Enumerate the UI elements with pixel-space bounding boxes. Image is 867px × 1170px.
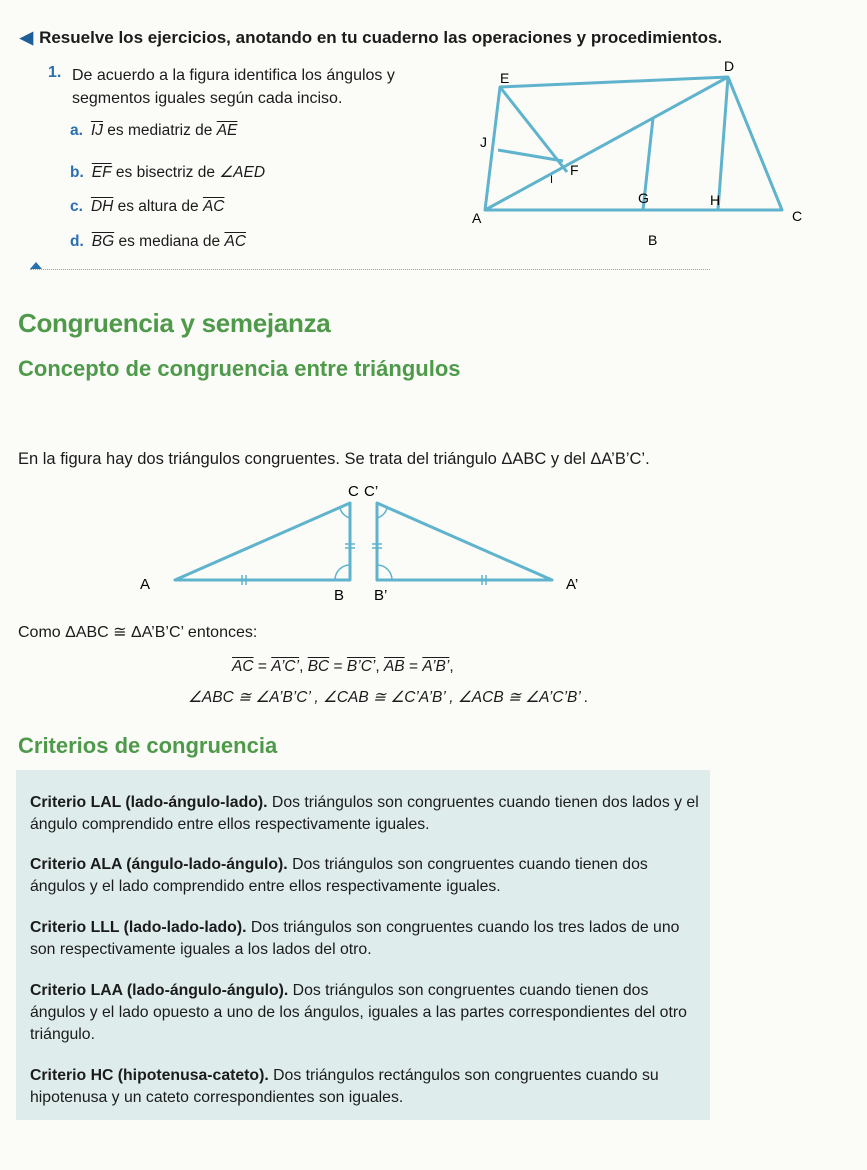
criterion-lll: Criterio LLL (lado-lado-lado). Dos triángulos son congruentes cuando los tres lados de uno son respectivamente iguales a los lados del otro. (30, 919, 680, 958)
label-b: B (648, 232, 658, 248)
criterion-hc: Criterio HC (hipotenusa-cateto). Dos triángulos rectángulos son congruentes cuando su hipotenusa y un cateto correspondientes son iguales. (30, 1067, 659, 1106)
exercise-item-c: c. $\overline{DH}$ es altura de $\overline{AC}$ (70, 198, 225, 215)
criterion-laa: Criterio LAA (lado-ángulo-ángulo). Dos triángulos son congruentes cuando tienen dos ángulos y el lado opuesto a uno de los ángulos, iguales a las partes correspondientes del otro triángulo. (30, 982, 687, 1043)
diagonal-ad (485, 77, 728, 210)
exercise-item-a: a. $\overline{IJ}$ es mediatriz de $\overline{AE}$ (70, 122, 238, 139)
criteria-box (16, 770, 710, 1120)
label-j: J (480, 134, 487, 150)
exercise-figure (460, 55, 820, 260)
criterion-ala: Criterio ALA (ángulo-lado-ángulo). Dos triángulos son congruentes cuando tienen dos ángulos y el lado comprendido entre ellos respectivamente iguales. (30, 856, 648, 895)
segment-dh (718, 77, 728, 210)
label-a-tri: A (140, 576, 151, 593)
quadrilateral-aedc (485, 77, 782, 210)
divider (30, 269, 710, 270)
triangle-abc (175, 503, 350, 580)
label-a: A (472, 210, 482, 226)
label-h: H (710, 192, 721, 208)
criterion-lal: Criterio LAL (lado-ángulo-lado). Dos triángulos son congruentes cuando tienen dos lados y el ángulo comprendido entre ellos respectivamente iguales. (30, 794, 699, 833)
right-angle-bp (377, 565, 392, 580)
angles-equalities: ∠ABC ≅ ∠A’B’C’ , ∠CAB ≅ ∠C’A’B’ , ∠ACB ≅ ∠A’C’B’ . (188, 689, 589, 706)
arrow-left-icon: ◀ (20, 28, 34, 47)
exercise-prompt: De acuerdo a la figura identifica los ángulos y segmentos iguales según cada inciso. (72, 67, 395, 107)
label-c-tri: C (348, 483, 359, 500)
divider-marker (30, 262, 42, 269)
subsection-title: Concepto de congruencia entre triángulos (18, 356, 461, 381)
label-bp-tri: B’ (374, 587, 388, 604)
label-f: F (570, 162, 579, 178)
triangle-apbpcp (377, 503, 552, 580)
como-text: Como ΔABC ≅ ΔA’B’C’ entonces: (18, 624, 258, 641)
segments-equalities: $\overline{AC}$ = A’C’, $\overline{BC}$ = B’C’, $\overline{AB}$ = A’B’, (232, 658, 454, 675)
label-cp-tri: C’ (364, 483, 379, 500)
label-d: D (724, 58, 735, 74)
label-g: G (638, 190, 649, 206)
label-e: E (500, 70, 510, 86)
exercise-number: 1. (48, 64, 62, 81)
label-b-tri: B (334, 587, 345, 604)
intro-text: En la figura hay dos triángulos congruentes. Se trata del triángulo ΔABC y del ΔA’B’C’. (18, 450, 650, 468)
section-title: Congruencia y semejanza (18, 308, 331, 338)
instruction: ◀ Resuelve los ejercicios, anotando en tu cuaderno las operaciones y procedimientos. (20, 28, 723, 47)
label-i: I (550, 174, 554, 186)
triangles-figure (130, 478, 610, 606)
exercise-item-d: d. $\overline{BG}$ es mediana de $\overline{AC}$ (70, 233, 247, 250)
exercise-item-b: b. $\overline{EF}$ es bisectriz de ∠AED (70, 164, 266, 181)
label-ap-tri: A’ (566, 576, 579, 593)
criteria-title: Criterios de congruencia (18, 733, 278, 758)
label-c: C (792, 208, 803, 224)
right-angle-b (335, 565, 350, 580)
